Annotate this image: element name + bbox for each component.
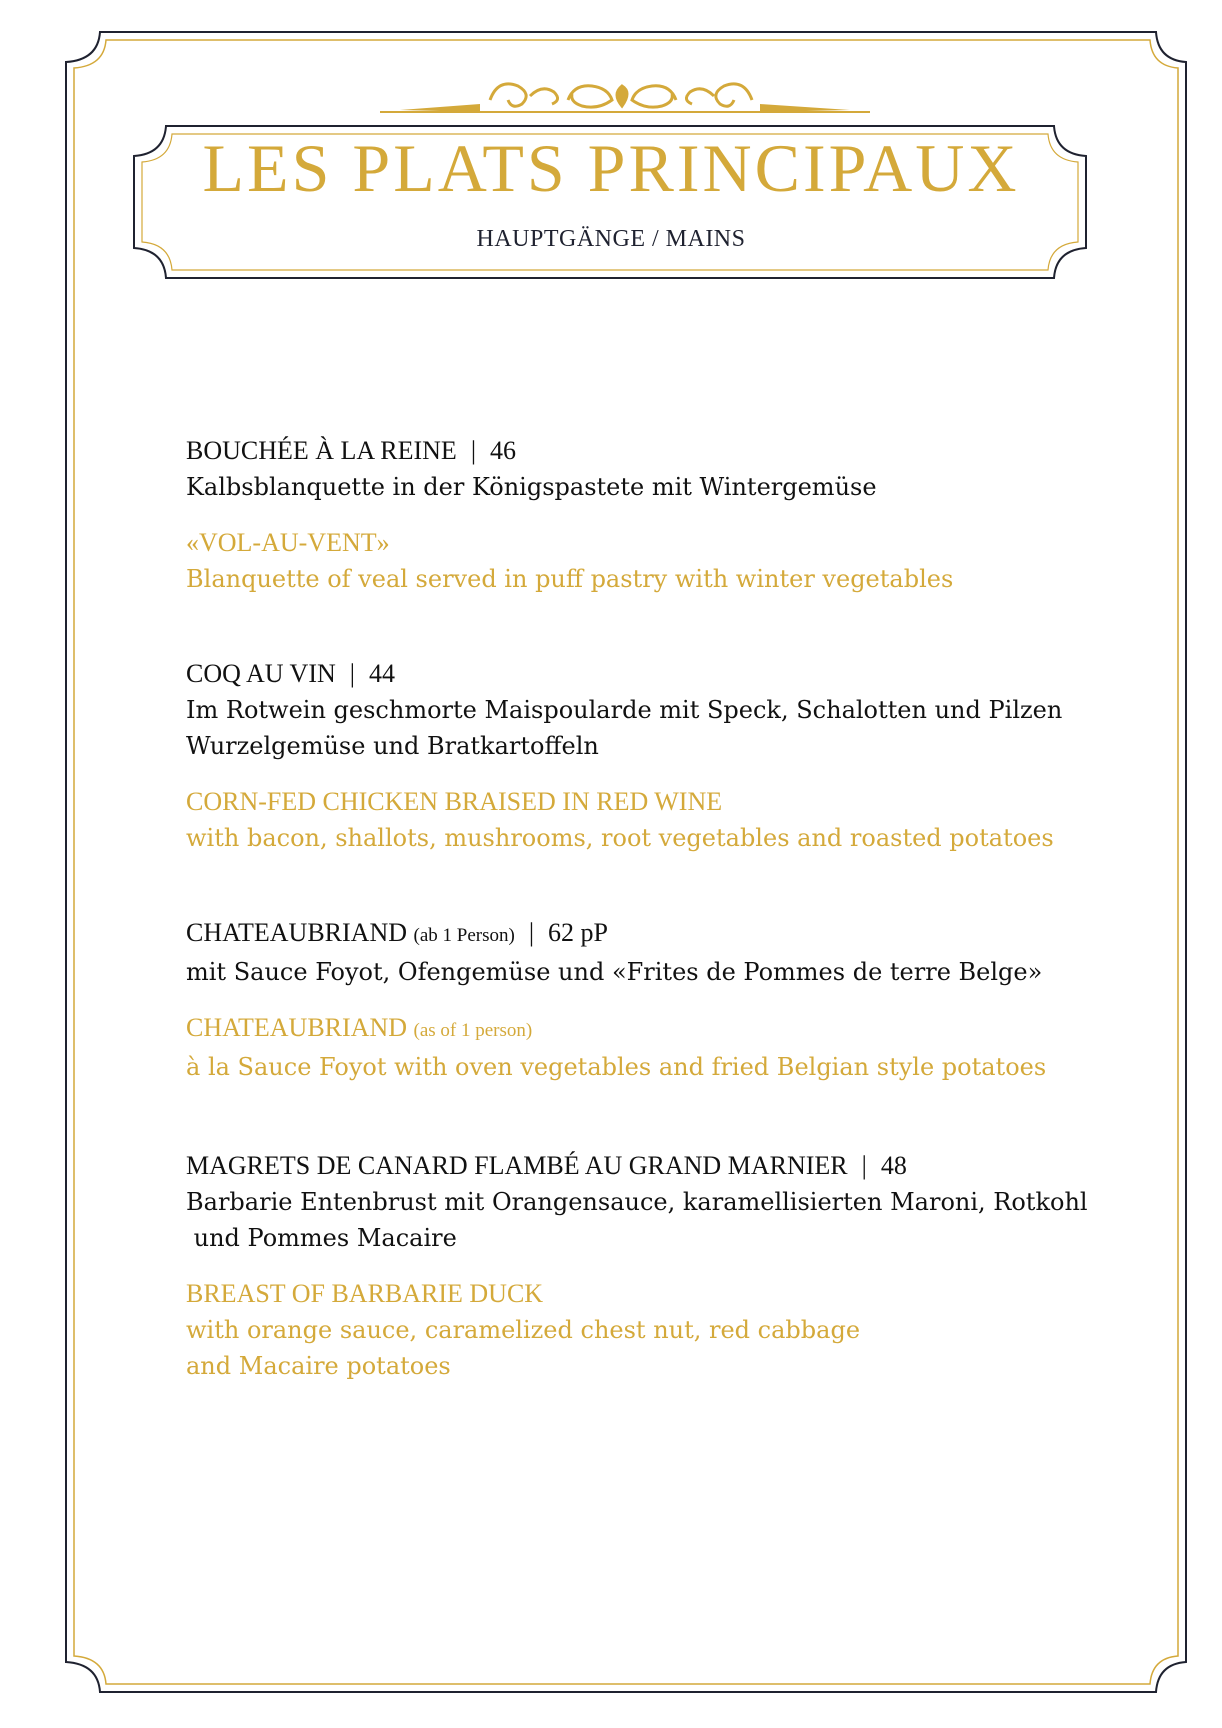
item-name-en: CORN-FED CHICKEN BRAISED IN RED WINE <box>186 787 723 816</box>
item-heading <box>186 433 1106 469</box>
item-separator: | <box>349 659 355 688</box>
item-separator: | <box>861 1151 867 1180</box>
item-description-de: Kalbsblanquette in der Königspastete mit Wintergemüse <box>186 473 877 501</box>
item-name: MAGRETS DE CANARD FLAMBÉ AU GRAND MARNIER <box>186 1151 848 1180</box>
item-price: 48 <box>880 1151 907 1180</box>
item-separator: | <box>470 436 477 465</box>
item-description-de: Im Rotwein geschmorte Maispoularde mit Speck, Schalotten und Pilzen <box>186 696 1063 724</box>
item-name: CHATEAUBRIAND <box>186 918 407 947</box>
item-description-de: und Pommes Macaire <box>186 1224 457 1252</box>
item-price: 44 <box>368 659 395 688</box>
item-name-en: BREAST OF BARBARIE DUCK <box>186 1279 544 1308</box>
item-heading <box>186 656 1106 692</box>
item-description-en: with orange sauce, caramelized chest nut, red cabbage <box>186 1316 861 1344</box>
item-name-en: «VOL-AU-VENT» <box>186 528 390 557</box>
item-price: 62 pP <box>548 918 608 947</box>
menu-item <box>186 915 1106 1085</box>
page-subtitle: HAUPTGÄNGE / MAINS <box>476 226 746 252</box>
item-description-en: à la Sauce Foyot with oven vegetables and fried Belgian style potatoes <box>186 1053 1047 1081</box>
item-description-de: Wurzelgemüse und Bratkartoffeln <box>186 732 599 760</box>
item-price: 46 <box>490 436 517 465</box>
item-name-en-text: CHATEAUBRIAND <box>186 1013 407 1042</box>
item-separator: | <box>528 918 535 947</box>
item-name: COQ AU VIN <box>186 659 336 688</box>
menu-item <box>186 433 1106 597</box>
item-description-de: mit Sauce Foyot, Ofengemüse und «Frites de Pommes de terre Belge» <box>186 958 1043 986</box>
item-description-de: Barbarie Entenbrust mit Orangensauce, karamellisierten Maroni, Rotkohl <box>186 1188 1088 1216</box>
item-name-en <box>186 1010 1106 1049</box>
ornament-icon <box>380 84 870 112</box>
item-name-note: (ab 1 Person) <box>413 925 515 946</box>
item-description-en: with bacon, shallots, mushrooms, root vegetables and roasted potatoes <box>186 824 1054 852</box>
item-name: BOUCHÉE À LA REINE <box>186 436 457 465</box>
page-title: LES PLATS PRINCIPAUX <box>202 130 1020 206</box>
menu-item <box>186 656 1106 856</box>
item-heading <box>186 915 1106 954</box>
item-name-en-note: (as of 1 person) <box>413 1020 533 1041</box>
item-description-en: and Macaire potatoes <box>186 1352 451 1380</box>
item-description-en: Blanquette of veal served in puff pastry with winter vegetables <box>186 565 954 593</box>
menu-item <box>186 1148 1106 1384</box>
item-heading <box>186 1148 1106 1184</box>
